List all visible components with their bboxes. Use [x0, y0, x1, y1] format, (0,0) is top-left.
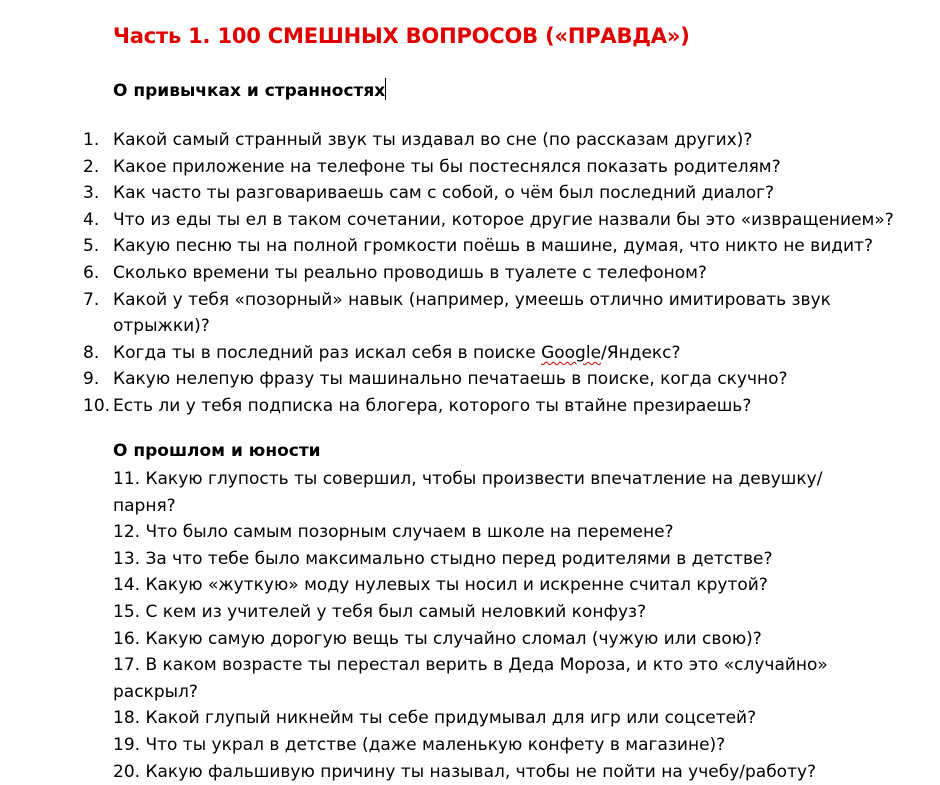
list-item: 18. Какой глупый никнейм ты себе придумывал для игр или соцсетей?: [113, 708, 757, 729]
list-number: 4.: [83, 209, 100, 230]
list-item-text-after: /Яндекс?: [601, 342, 681, 363]
list-number: 9.: [83, 369, 100, 390]
list-number: 3.: [83, 183, 100, 204]
list-item: [0, 180, 940, 207]
numbered-list-habits: [0, 127, 940, 420]
list-item: 11. Какую глупость ты совершил, чтобы произвести впечатление на девушку/парня?: [113, 469, 823, 516]
list-item: [0, 366, 940, 393]
list-item: [0, 340, 940, 367]
list-item: 14. Какую «жуткую» моду нулевых ты носил и искренне считал крутой?: [113, 575, 768, 596]
list-item: [0, 154, 940, 181]
list-item: 12. Что было самым позорным случаем в школе на перемене?: [113, 522, 674, 543]
question-list-past: [113, 466, 873, 785]
list-item-text-before: Когда ты в последний раз искал себя в поиске: [113, 342, 542, 363]
list-number: 6.: [83, 262, 100, 283]
list-item-text: Какую нелепую фразу ты машинально печатаешь в поиске, когда скучно?: [113, 369, 788, 390]
list-item: [0, 287, 940, 340]
section-heading-past: О прошлом и юности: [113, 441, 321, 461]
list-item-text: Что из еды ты ел в таком сочетании, которое другие назвали бы это «извращением»?: [113, 209, 894, 230]
list-item-text: Как часто ты разговариваешь сам с собой, о чём был последний диалог?: [113, 183, 775, 204]
list-item-text: Есть ли у тебя подписка на блогера, которого ты втайне презираешь?: [113, 395, 752, 416]
list-item: [0, 233, 940, 260]
section-heading-habits-text: О привычках и странностях: [113, 81, 386, 101]
list-item: [0, 393, 940, 420]
list-item-text: Какое приложение на телефоне ты бы постеснялся показать родителям?: [113, 156, 781, 177]
list-item: [0, 207, 940, 234]
list-number: 5.: [83, 236, 100, 257]
list-item: 19. Что ты украл в детстве (даже маленькую конфету в магазине)?: [113, 734, 726, 755]
list-item: 13. За что тебе было максимально стыдно перед родителями в детстве?: [113, 548, 773, 569]
list-item-text: Какой самый странный звук ты издавал во сне (по рассказам других)?: [113, 130, 753, 150]
list-item: 16. Какую самую дорогую вещь ты случайно сломал (чужую или свою)?: [113, 628, 762, 649]
list-item: [0, 260, 940, 287]
list-number: 2.: [83, 156, 100, 177]
list-item: 17. В каком возрасте ты перестал верить в Деда Мороза, и кто это «случайно» раскрыл?: [113, 655, 828, 702]
list-number: 8.: [83, 342, 100, 363]
list-number: 7.: [83, 289, 100, 310]
list-item: 15. С кем из учителей у тебя был самый неловкий конфуз?: [113, 601, 647, 622]
list-item: 20. Какую фальшивую причину ты называл, чтобы не пойти на учебу/работу?: [113, 761, 817, 782]
list-item-text: Какой у тебя «позорный» навык (например, умеешь отлично имитировать звук отрыжки)?: [113, 289, 831, 337]
document-title: Часть 1. 100 СМЕШНЫХ ВОПРОСОВ («ПРАВДА»): [113, 24, 690, 48]
list-number: 1.: [83, 130, 100, 150]
list-item-text: Какую песню ты на полной громкости поёшь в машине, думая, что никто не видит?: [113, 236, 873, 257]
list-number: 10.: [83, 395, 111, 416]
text-cursor: [385, 78, 386, 100]
list-item-text: [113, 343, 681, 363]
list-item: [0, 127, 940, 154]
list-item-text: Сколько времени ты реально проводишь в туалете с телефоном?: [113, 262, 707, 283]
spellcheck-marked-word[interactable]: Google: [541, 342, 602, 363]
section-heading-habits[interactable]: [113, 78, 386, 101]
